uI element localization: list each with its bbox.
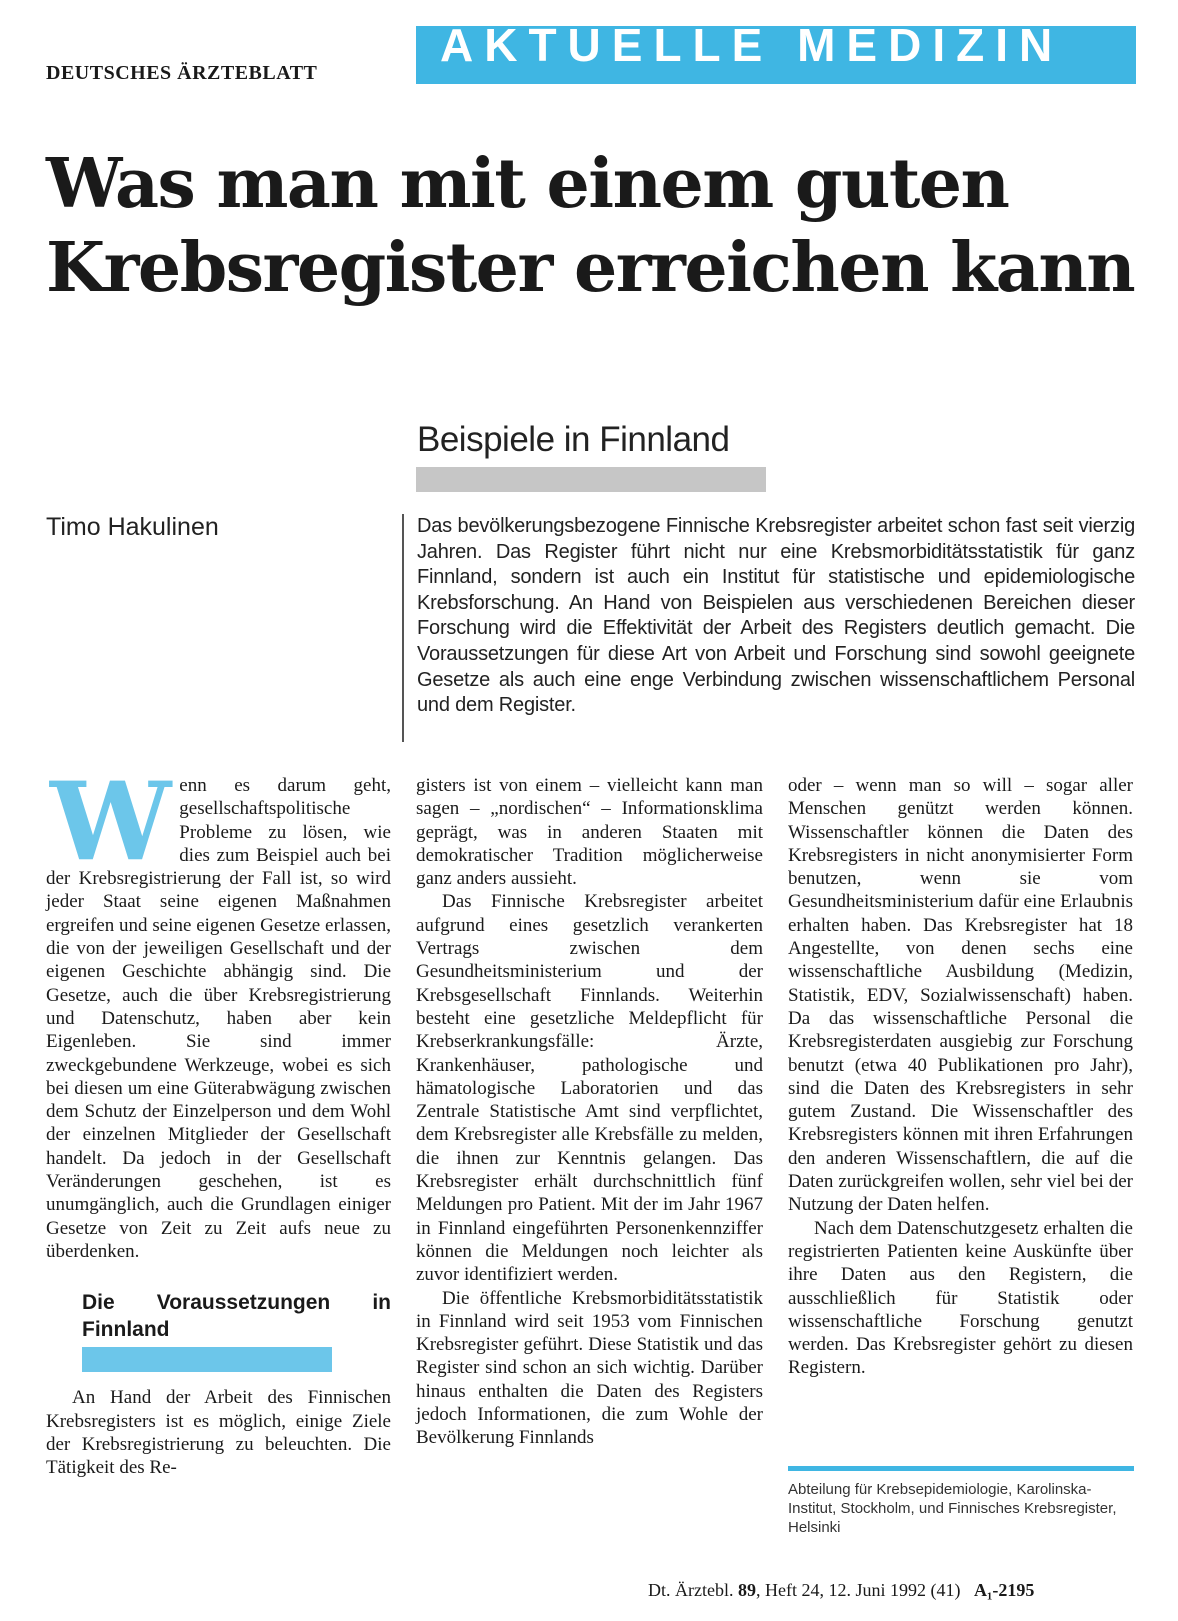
paragraph: gisters ist von einem – vielleicht kann man sagen – „nordischen“ – Informationsklima geprägt, was in anderen Staaten mit demokratischer Tradition möglicherweise ganz anders aussieht. (416, 775, 763, 890)
author-name: Timo Hakulinen (46, 513, 219, 541)
subheading-block (82, 1289, 391, 1372)
section-label: AKTUELLE MEDIZIN (440, 19, 1064, 71)
paragraph: Nach dem Datenschutzgesetz erhalten die registrierten Patienten keine Auskünfte über ihre Daten aus den Registern, die ausschließlich für Statistik oder wissenschaftliche Forschung genutzt werden. Das Krebsregister gehört zu diesen Registern. (788, 1217, 1133, 1379)
subheading-band (82, 1347, 332, 1372)
journal-name: DEUTSCHES ÄRZTEBLATT (46, 62, 318, 84)
footer-issue: , Heft 24, 12. Juni 1992 (41) (755, 1580, 961, 1600)
column-1 (46, 759, 391, 1479)
paragraph: Die öffentliche Krebsmorbiditätsstatistik in Finnland wird seit 1953 vom Finnischen Krebsregister geführt. Diese Statistik und das Register sind schon an sich wichtig. Darüber hinaus enthalten die Daten des Registers jedoch Informationen, die zum Wohle der Bevölkerung Finnlands (416, 1287, 763, 1449)
paragraph: An Hand der Arbeit des Finnischen Krebsregisters ist es möglich, einige Ziele der Krebsregistrierung zu beleuchten. Die Tätigkeit des Re- (46, 1387, 391, 1479)
abstract-text: Das bevölkerungsbezogene Finnische Krebsregister arbeitet schon fast seit vierzig Jahren. Das Register führt nicht nur eine Krebsmorbiditätsstatistik für ganz Finnland, sondern ist auch ein Institut für statistische und epidemiologische Krebsforschung. An Hand von Beispielen aus verschiedenen Bereichen dieser Forschung wird die Effektivität der Arbeit des Registers deutlich gemacht. Die Voraussetzungen für diese Art von Arbeit und Forschung sind sowohl geeignete Gesetze als auch eine enge Verbindung zwischen wissenschaftlichem Personal und dem Register. (417, 515, 1135, 717)
affiliation-rule (788, 1466, 1134, 1471)
drop-cap: W (50, 759, 166, 885)
page-footer (648, 1580, 1034, 1601)
column-2 (416, 774, 763, 1450)
page-number: A₁-2195 (973, 1580, 1035, 1600)
author-affiliation: Abteilung für Krebsepidemiologie, Karolinska-Institut, Stockholm, und Finnisches Krebsregister, Helsinki (788, 1481, 1117, 1536)
subtitle-band (416, 467, 766, 492)
subheading: Die Voraussetzungen in Finnland (82, 1291, 391, 1342)
footer-volume: 89 (737, 1580, 756, 1600)
article-title: Was man mit einem guten Krebsregister erreichen kann (46, 144, 1135, 308)
article-subtitle: Beispiele in Finnland (417, 420, 730, 459)
abstract-divider (402, 514, 404, 742)
paragraph: oder – wenn man so will – sogar aller Menschen genützt werden können. Wissenschaftler können die Daten des Krebsregisters in nicht anonymisierter Form benutzen, wenn sie vom Gesundheitsministerium dafür eine Erlaubnis erhalten haben. Das Krebsregister hat 18 Angestellte, von denen sechs eine wissenschaftliche Ausbildung (Medizin, Statistik, EDV, Sozialwissenschaft) haben. Da das wissenschaftliche Personal die Krebsregisterdaten ausgiebig zur Forschung benutzt (etwa 40 Publikationen pro Jahr), sind die Daten des Krebsregisters in sehr gutem Zustand. Die Wissenschaftler des Krebsregisters können mit ihren Erfahrungen den anderen Wissenschaftlern, die auf die Daten zurückgreifen wollen, sehr viel bei der Nutzung der Daten helfen. (788, 775, 1133, 1216)
paragraph: Das Finnische Krebsregister arbeitet aufgrund eines gesetzlich verankerten Vertrags zwischen dem Gesundheitsministerium und der Krebsgesellschaft Finnlands. Weiterhin besteht eine gesetzliche Meldepflicht für Krebserkrankungsfälle: Ärzte, Krankenhäuser, pathologische und hämatologische Laboratorien und das Zentrale Statistische Amt sind verpflichtet, dem Krebsregister alle Krebsfälle zu melden, die ihnen zur Kenntnis gelangen. Das Krebsregister erhält durchschnittlich fünf Meldungen pro Patient. Mit der im Jahr 1967 in Finnland eingeführten Personenkennziffer können die Meldungen noch leichter als zuvor identifiziert werden. (416, 891, 763, 1286)
paragraph: enn es darum geht, gesellschaftspolitische Probleme zu lösen, wie dies zum Beispiel auch bei der Krebsregistrierung der Fall ist, so wird jeder Staat seine eigenen Maßnahmen ergreifen und seine eigenen Gesetze erlassen, die von der jeweiligen Gesellschaft und der eigenen Geschichte abhängig sind. Die Gesetze, auch die über Krebsregistrierung und Datenschutz, haben aber kein Eigenleben. Sie sind immer zweckgebundene Werkzeuge, wobei es sich bei diesen um eine Güterabwägung zwischen dem Schutz der Einzelperson und dem Wohl der einzelnen Mitglieder der Gesellschaft handelt. Da jedoch in der Gesellschaft Veränderungen geschehen, ist es unumgänglich, auch die Grundlagen einiger Gesetze von Zeit zu Zeit aufs neue zu überdenken. (46, 775, 391, 1262)
column-3 (788, 774, 1133, 1380)
footer-journal: Dt. Ärztebl. (648, 1580, 734, 1600)
